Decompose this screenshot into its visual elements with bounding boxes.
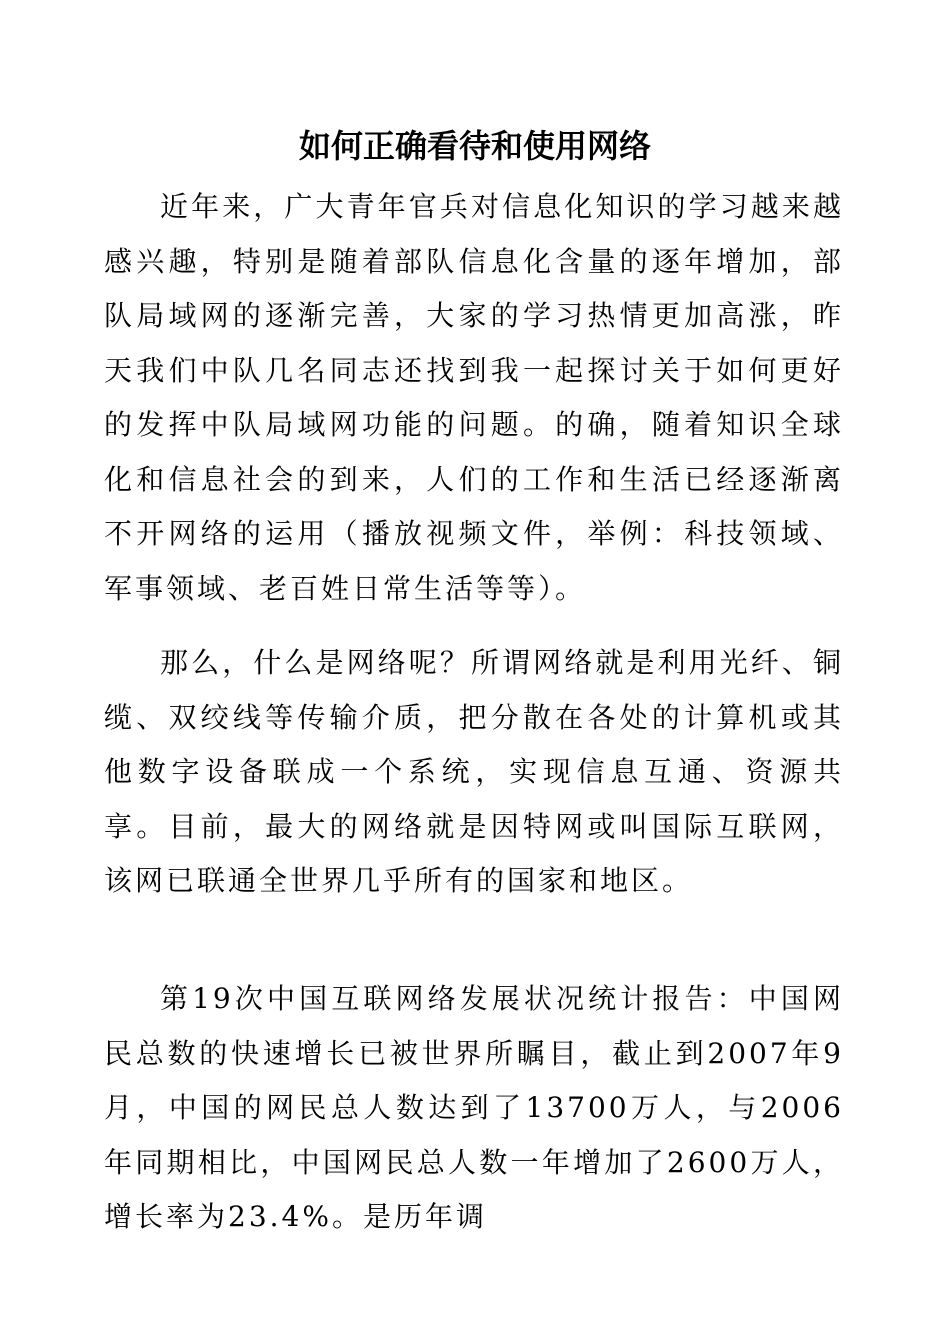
document-title: 如何正确看待和使用网络 <box>298 127 651 165</box>
paragraph-intro: 近年来，广大青年官兵对信息化知识的学习越来越感兴趣，特别是随着部队信息化含量的逐年增加，部队局域网的逐渐完善，大家的学习热情更加高涨，昨天我们中队几名同志还找到我一起探讨关于如何更好的发挥中队局域网功能的问题。的确，随着知识全球化和信息社会的到来，人们的工作和生活已经逐渐离不开网络的运用（播放视频文件，举例：科技领域、军事领域、老百姓日常生活等等）。 <box>104 190 844 605</box>
paragraph-what-is-network: 那么，什么是网络呢？所谓网络就是利用光纤、铜缆、双绞线等传输介质，把分散在各处的计算机或其他数字设备联成一个系统，实现信息互通、资源共享。目前，最大的网络就是因特网或叫国际互联网，该网已联通全世界几乎所有的国家和地区。 <box>104 646 844 897</box>
paragraph-statistics-report: 第19次中国互联网络发展状况统计报告：中国网民总数的快速增长已被世界所瞩目，截止到2007年9月，中国的网民总人数达到了13700万人，与2006年同期相比，中国网民总人数一年增加了2600万人，增长率为23.4%。是历年调 <box>104 982 844 1233</box>
